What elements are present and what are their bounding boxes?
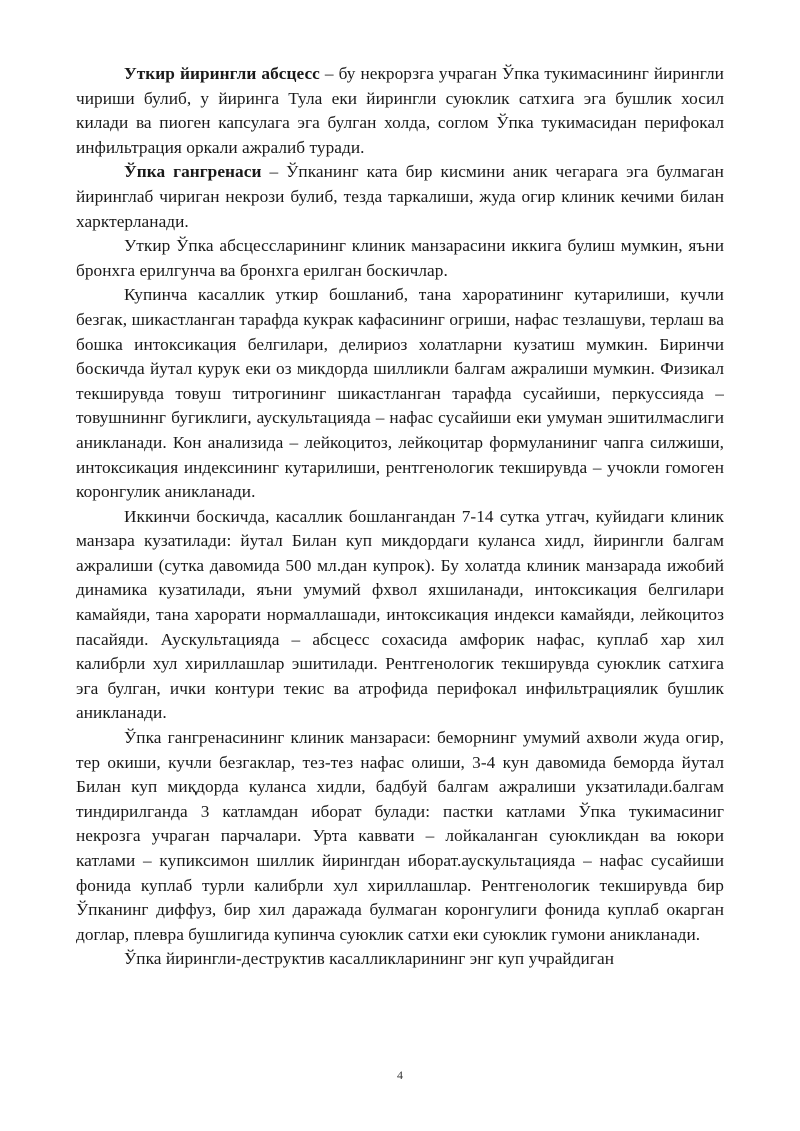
paragraph-text: Ўпка гангренасининг клиник манзараси: беморнинг умумий ахволи жуда огир, тер окиши, кучли безгаклар, тез-тез нафас олиши, 3-4 кун давомида беморда йутал Билан куп миқдорда куланса хидли, бадбуй балгам ажралиши укзатилади.балгам тиндирилганда 3 катламдан иборат булади: пастки катлами Ўпка тукимасиниг некрозга учраган парчалари. Урта каввати – лойкаланган суюкликдан ва юкори катлами – купиксимон шиллик йирингдан иборат.аускультацияда – нафас сусайиши фонида куплаб турли калибрли хул хириллашлар. Рентгенологик текширувда бир Ўпканинг диффуз, бир хил даражада булмаган коронгулиги фонида куплаб окарган доглар, плевра бушлигида купинча суюклик сатхи еки суюклик гумони аникланади. [76, 728, 724, 944]
paragraph-text: – бу некрорзга учраган Ўпка тукимасининг йирингли чириши булиб, у йиринга Тула еки йирингли суюклик сатхига эга бушлик хосил килади ва пиоген капсулага эга булган холда, соглом Ўпка тукимасидан перифокал инфильтрация оркали ажралиб туради. [76, 64, 724, 157]
paragraph [76, 160, 724, 234]
page-number: 4 [397, 1068, 403, 1082]
paragraph-text: Ўпка йирингли-деструктив касалликларининг энг куп учрайдиган [124, 949, 615, 969]
paragraph [76, 947, 724, 972]
paragraph [76, 62, 724, 160]
paragraph [76, 505, 724, 726]
paragraph-text: Иккинчи боскичда, касаллик бошлангандан 7-14 сутка утгач, куйидаги клиник манзара кузатилади: йутал Билан куп микдордаги куланса хидл, йирингли балгам ажралиши (сутка давомида 500 мл.дан купрок). Бу холатда клиник манзарада ижобий динамика кузатилади, яъни умумий фхвол яхшиланади, интоксикация белгилари камайяди, тана харорати нормаллашади, интоксикация индекси камайяди, лейкоцитоз пасайяди. Аускультацияда – абсцесс сохасида амфорик нафас, куплаб хар хил калибрли хул хириллашлар эшитилади. Рентгенологик текширувда суюклик сатхига эга булган, ички контури текис ва атрофида перифокал инфильтрациялик бушлик аникланади. [76, 506, 724, 723]
paragraph-text: Купинча касаллик уткир бошланиб, тана хароратининг кутарилиши, кучли безгак, шикастланган тарафда кукрак кафасининг огриши, нафас тезлашуви, терлаш ва бошка интоксикация белгилари, делириоз холатларни кузатиш мумкин. Биринчи боскичда йутал курук еки оз микдорда шилликли балгам ажралиши мумкин. Физикал текширувда товуш титрогининг шикастланган тарафда сусайиши, перкуссияда – товушниннг бугиклиги, аускультацияда – нафас сусайиши еки умуман эшитилмаслиги аникланади. Кон анализида – лейкоцитоз, лейкоцитар формуланиниг чапга силжиши, интоксикация индексининг кутарилиши, рентгенологик текширувда – учокли гомоген коронгулик аникланади. [76, 285, 724, 502]
paragraph [76, 283, 724, 504]
paragraph [76, 234, 724, 283]
paragraph-term: Ўпка гангренаси [124, 162, 262, 182]
document-body [76, 62, 724, 972]
paragraph-term: Уткир йирингли абсцесс [124, 64, 320, 83]
paragraph-text: Уткир Ўпка абсцессларининг клиник манзарасини иккига булиш мумкин, яъни бронхга ерилгунча ва бронхга ерилган боскичлар. [76, 236, 724, 280]
paragraph-text: – Ўпканинг ката бир кисмини аник чегарага эга булмаган йиринглаб чириган некрози булиб, тезда таркалиши, жуда огир клиник кечими билан харктерланади. [76, 162, 724, 231]
paragraph [76, 726, 724, 947]
